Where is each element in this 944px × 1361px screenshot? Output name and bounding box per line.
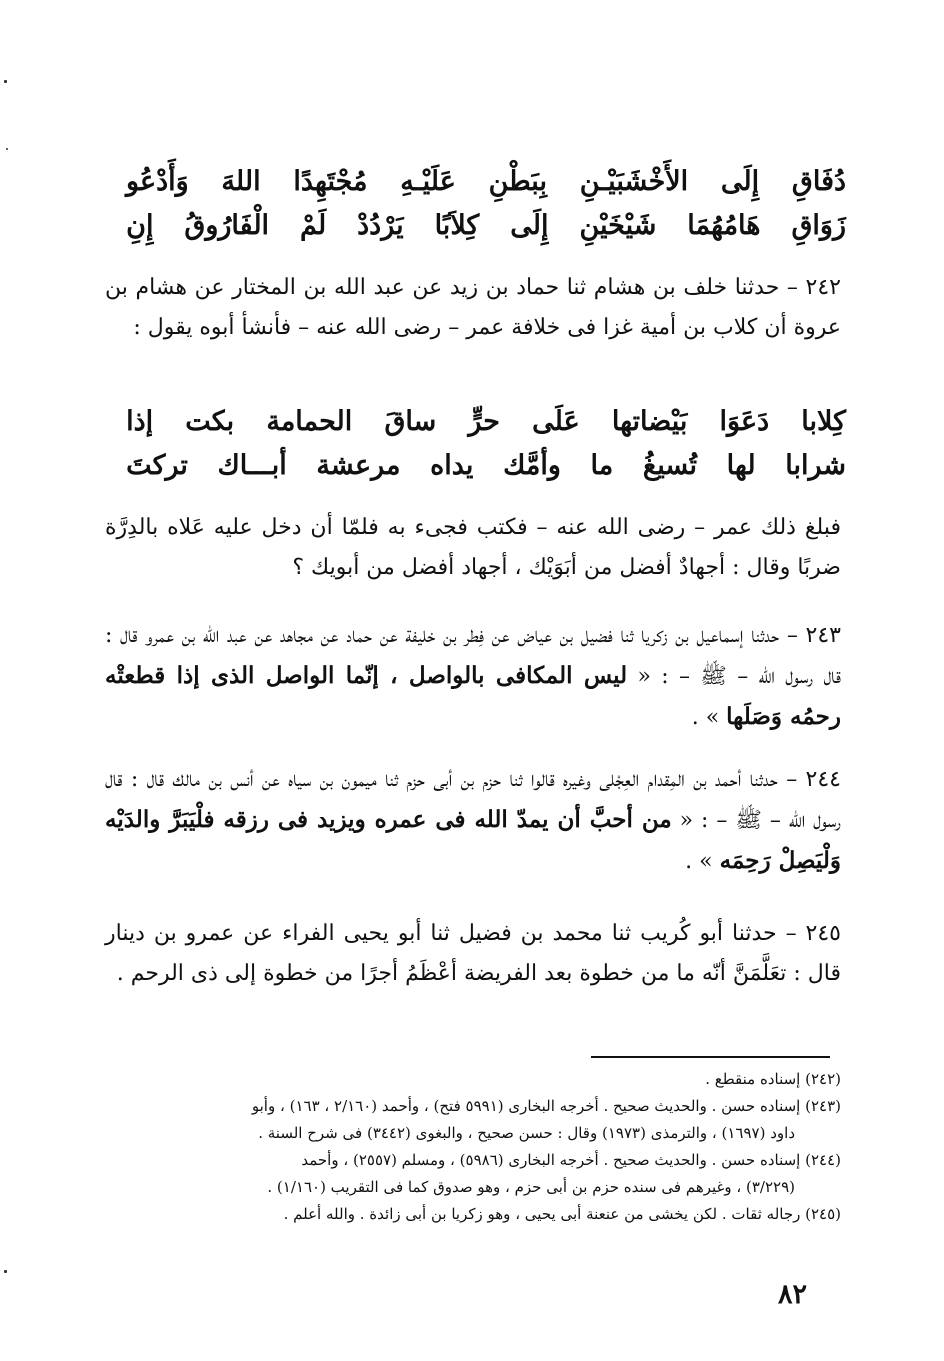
scan-speck xyxy=(4,80,7,83)
footnote-243-line-2: داود (١٦٩٧) ، والترمذى (١٩٧٣) وقال : حسن صحيح ، والبغوى (٣٤٤٢) فى شرح السنة . xyxy=(258,1124,795,1142)
word: بَيْضاتها xyxy=(611,406,688,437)
poem-1-verse-2 xyxy=(126,204,846,248)
word: الحمامة xyxy=(266,406,353,437)
word: كِلابا xyxy=(801,406,846,437)
poem-2-verse-2 xyxy=(126,444,846,488)
word: لها xyxy=(726,450,756,481)
word: كِلاَبًا xyxy=(434,210,480,241)
word: شَيْخَيْنِ xyxy=(579,210,657,241)
footnote-244-line-2: (٣/٢٢٩) ، وغيرهم فى سنده حزم بن أبى حزم ، وهو صدوق كما فى التقريب (١/١٦٠) . xyxy=(267,1178,795,1196)
word: مرعشة xyxy=(316,450,401,481)
hadith-242-continuation xyxy=(105,508,841,588)
hadith-243-close: » . xyxy=(691,705,720,730)
word: دُفَاقِ xyxy=(791,166,846,197)
hadith-243-quote: ليس المكافى بالواصل ، إنّما الواصل الذى إذا قطعتْه رحمُه وَصَلَها xyxy=(105,662,841,730)
continuation-text: فبلغ ذلك عمر – رضى الله عنه – فكتب فجىء به فلمّا أن دخل عليه عَلاه بالدِرَّة ضربًا وقال : أجهادٌ أفضل من أبَوَيْك ، أجهاد أفضل من أبويك ؟ xyxy=(105,515,841,580)
word: يَرْدُدْ xyxy=(357,210,404,241)
scan-speck xyxy=(4,1270,7,1273)
word: عَلَى xyxy=(532,406,580,437)
footnote-245: (٢٤٥) رجاله ثقات . لكن يخشى من عنعنة أبى يحيى ، وهو زكريا بن أبى زائدة . والله أعلم . xyxy=(283,1205,841,1223)
hadith-245-text: ٢٤٥ – حدثنا أبو كُريب ثنا محمد بن فضيل ثنا أبو يحيى الفراء عن عمرو بن دينار قال : تعَلَّمَنَّ أنّه ما من خطوة بعد الفريضة أعْظَمُ أجرًا من خطوة إلى ذى الرحم . xyxy=(105,921,841,986)
word: إذا xyxy=(126,406,154,437)
word: تُسيغُ xyxy=(642,450,698,481)
hadith-245 xyxy=(105,914,841,994)
footnote-242: (٢٤٢) إسناده منقطع . xyxy=(705,1070,841,1088)
word: شرابا xyxy=(785,450,846,481)
word: بكت xyxy=(185,406,235,437)
hadith-243 xyxy=(105,616,841,738)
word: اللهَ xyxy=(221,166,261,197)
word: لَمْ xyxy=(300,210,327,241)
word: يداه xyxy=(430,450,474,481)
page-number: ٨٢ xyxy=(778,1279,808,1310)
word: زَوَاقِ xyxy=(791,210,846,241)
poem-block-1 xyxy=(126,160,846,248)
word: الأَخْشَبَيْـنِ xyxy=(579,166,689,197)
poem-2-verse-1 xyxy=(126,400,846,444)
word: بِبَطْنِ xyxy=(488,166,547,197)
word: ما xyxy=(590,450,614,481)
word: إِنِ xyxy=(126,210,154,241)
hadith-244-text: ٢٤٤ – حدثنا أحمد بن المِقدام العِجْلى وغيره قالوا ثنا حزم بن أبى حزم ثنا ميمون بن سياه عن أنس بن مالك قال : قال رسول الله – ﷺ – : « xyxy=(105,767,842,833)
word: دَعَوَا xyxy=(719,406,770,437)
hadith-244-quote: من أحبَّ أن يمدّ الله فى عمره ويزيد فى رزقه فلْيَبَرَّ والدَيْه وَلْيَصِلْ رَحِمَه xyxy=(105,806,841,874)
hadith-242-text: ٢٤٢ – حدثنا خلف بن هشام ثنا حماد بن زيد عن عبد الله بن المختار عن هشام بن عروة أن كلاب بن أمية غزا فى خلافة عمر – رضى الله عنه – فأنشأ أبوه يقول : xyxy=(105,275,841,340)
word: مُجْتَهِدًا xyxy=(293,166,368,197)
word: تركتَ xyxy=(126,450,188,481)
poem-block-2 xyxy=(126,400,846,488)
footnotes xyxy=(105,1066,841,1228)
word: إِلَى xyxy=(720,166,760,197)
footnote-separator xyxy=(591,1056,830,1058)
word: حرٍّ xyxy=(468,406,500,437)
hadith-244-close: » . xyxy=(685,849,713,874)
word: وأمَّك xyxy=(503,450,561,481)
footnote-244-line-1: (٢٤٤) إسناده حسن . والحديث صحيح . أخرجه البخارى (٥٩٨٦) ، ومسلم (٢٥٥٧) ، وأحمد xyxy=(301,1151,841,1169)
word: الْفَارُوقُ xyxy=(184,210,270,241)
scan-speck xyxy=(6,148,8,150)
word: أبـــاك xyxy=(217,450,287,481)
footnote-243-line-1: (٢٤٣) إسناده حسن . والحديث صحيح . أخرجه البخارى (٥٩٩١ فتح) ، وأحمد (٢/١٦٠ ، ١٦٣) ، وأبو xyxy=(251,1097,841,1115)
hadith-243-text: ٢٤٣ – حدثنا إسماعيل بن زكريا ثنا فضيل بن عياض عن فِطر بن خليفة عن حماد عن مجاهد عن عبد الله بن عمرو قال : قال رسول الله – ﷺ – : « xyxy=(105,623,841,689)
word: عَلَيْـهِ xyxy=(400,166,456,197)
hadith-244 xyxy=(105,760,841,882)
word: وَأَدْعُو xyxy=(126,166,189,197)
poem-1-verse-1 xyxy=(126,160,846,204)
word: هَامُهُمَا xyxy=(687,210,761,241)
hadith-242 xyxy=(105,268,841,348)
word: ساقَ xyxy=(384,406,437,437)
word: إِلَى xyxy=(510,210,549,241)
